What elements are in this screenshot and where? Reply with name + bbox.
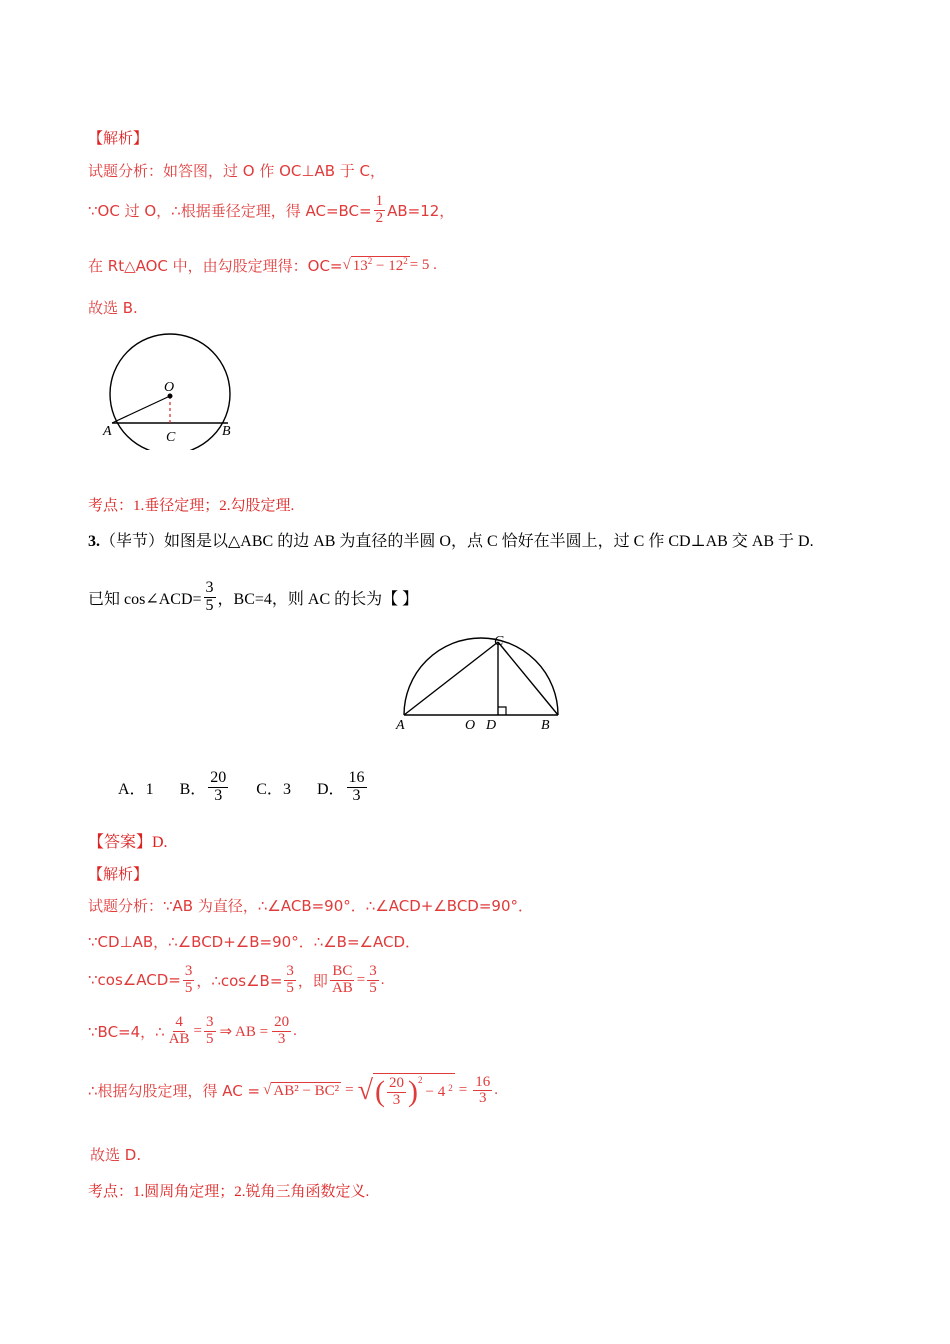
fraction	[473, 1075, 492, 1108]
text: ，∴cos∠B=	[196, 971, 283, 990]
analysis-line: ∴根据勾股定理，得 AC = √ AB² − BC² = √ ( $\frac{20}{3}$ ) $^2$ − 4 $^2$ = $\frac{16}{3}$ .	[88, 1073, 498, 1109]
text: − 4	[425, 1084, 446, 1100]
label-d: D	[486, 718, 497, 733]
option-label: D．	[316, 780, 345, 798]
segment-oa	[112, 396, 170, 423]
option-b[interactable]	[180, 770, 231, 805]
option-value: 3	[282, 780, 291, 798]
numerator: BC	[332, 963, 353, 979]
analysis-line: ∵CD⊥AB，∴∠BCD+∠B=90°．∴∠B=∠ACD．	[88, 933, 421, 951]
exponent: 2	[403, 256, 408, 267]
denominator: 3	[392, 1091, 401, 1108]
fraction	[330, 964, 355, 997]
question-stem	[88, 580, 418, 615]
numerator: 20	[389, 1075, 405, 1091]
number: 13	[352, 258, 368, 275]
answer-options	[118, 770, 369, 805]
fraction	[387, 1076, 406, 1109]
label-a: A	[103, 424, 112, 439]
analysis-line: 在 Rt△AOC 中，由勾股定理得：OC= √ $13^2 - 12^2$ = 5 .	[88, 256, 437, 275]
denominator: 5	[369, 979, 377, 996]
option-label: B．	[179, 780, 207, 798]
option-a[interactable]	[118, 776, 154, 799]
label-a: A	[396, 718, 405, 733]
operator: −	[372, 258, 389, 275]
sqrt-expression: ( $\frac{20}{3}$ ) $^2$ − 4 $^2$	[375, 1075, 453, 1109]
denominator: 3	[478, 1090, 487, 1107]
exponent: 2	[367, 256, 373, 267]
operator: =	[458, 1082, 468, 1099]
analysis-tag: 【解析】	[88, 867, 149, 883]
sqrt-expression	[351, 256, 410, 275]
analysis-line: ∵BC=4，∴ $\frac{4}{AB}$ = $\frac{3}{5}$ ⇒ AB = $\frac{20}{3}$ .	[88, 1014, 297, 1047]
label-o: O	[164, 380, 175, 395]
label-c: C	[166, 430, 176, 445]
denominator: AB	[331, 979, 353, 996]
fraction	[204, 580, 216, 615]
numerator: 20	[274, 1014, 290, 1030]
denominator: 3	[214, 786, 223, 804]
operator: =	[193, 1022, 203, 1039]
fraction	[167, 1015, 192, 1048]
text: ，BC=4，则 AC 的长为【 】	[217, 590, 419, 608]
option-d[interactable]	[317, 770, 369, 805]
semicircle	[404, 638, 558, 715]
denominator: AB	[168, 1030, 190, 1047]
numerator: 16	[348, 769, 365, 786]
denominator: 5	[286, 979, 294, 996]
label-b: B	[222, 424, 231, 439]
numerator: 4	[175, 1014, 183, 1030]
kaodian: 考点：1.圆周角定理；2.锐角三角函数定义.	[88, 1184, 370, 1200]
text: （毕节）如图是以△ABC 的边 AB 为直径的半圆 O，点 C 恰好在半圆上，过 C 作 CD⊥AB 交 AB 于 D.	[100, 533, 814, 550]
fraction	[374, 194, 386, 227]
option-value: 1	[145, 780, 154, 798]
question-stem	[88, 528, 814, 551]
label-b: B	[541, 718, 550, 733]
numerator: 3	[205, 579, 214, 596]
numerator: 3	[286, 963, 294, 979]
sqrt-expression: AB² − BC²	[273, 1083, 340, 1099]
kaodian: 考点：1.垂径定理；2.勾股定理.	[88, 498, 295, 514]
fraction	[284, 964, 296, 997]
analysis-line: 试题分析：如答图，过 O 作 OC⊥AB 于 C，	[88, 162, 386, 180]
denominator: 5	[206, 1030, 214, 1047]
numerator: 1	[375, 193, 384, 209]
text: ∴根据勾股定理，得 AC =	[88, 1082, 261, 1101]
analysis-line	[88, 194, 454, 227]
numerator: 3	[369, 963, 377, 979]
text: 在 Rt△AOC 中，由勾股定理得：OC=	[88, 257, 343, 275]
circle-figure	[95, 330, 245, 450]
fraction	[208, 770, 228, 805]
label-o: O	[465, 718, 476, 733]
choose-line: 故选 D.	[90, 1146, 142, 1164]
option-label: A．	[118, 780, 146, 798]
analysis-line: ∵cos∠ACD= $\frac{3}{5}$ ，∴cos∠B= $\frac{3}{5}$ ，即 $\frac{BC}{AB}$ = $\frac{3}{5}$ .	[88, 963, 385, 996]
option-label: C．	[256, 780, 283, 798]
semicircle-figure	[388, 630, 568, 735]
choose-line: 故选 B.	[88, 299, 138, 317]
denominator: 5	[205, 596, 214, 614]
option-c[interactable]	[256, 776, 291, 799]
segment-ac	[404, 642, 498, 715]
number: 12	[388, 258, 404, 275]
fraction	[347, 770, 367, 805]
numerator: 3	[206, 1014, 214, 1030]
text: = 5 .	[409, 257, 437, 273]
denominator: 3	[352, 786, 361, 804]
text: AB=12，	[387, 201, 455, 220]
right-angle-mark	[498, 707, 506, 715]
text: ∵BC=4，∴	[88, 1022, 165, 1041]
operator: =	[345, 1082, 354, 1099]
analysis-tag: 【解析】	[88, 131, 149, 147]
numerator: 3	[184, 963, 193, 979]
denominator: 2	[375, 209, 384, 226]
fraction	[204, 1015, 216, 1048]
answer-line: 【答案】D.	[88, 834, 168, 851]
numerator: 20	[210, 769, 227, 786]
denominator: 3	[277, 1030, 286, 1047]
label-c: C	[494, 634, 504, 649]
analysis-line: 试题分析：∵AB 为直径，∴∠ACB=90°．∴∠ACD+∠BCD=90°．	[88, 897, 534, 915]
question-number: 3.	[88, 533, 100, 550]
numerator: 16	[475, 1073, 491, 1090]
fraction	[367, 964, 379, 997]
text: ，即	[297, 971, 328, 990]
fraction	[183, 964, 195, 997]
text: 已知 cos∠ACD=	[88, 590, 202, 608]
text: ∵OC 过 O，∴根据垂径定理，得 AC=BC=	[88, 201, 372, 220]
fraction	[272, 1015, 291, 1048]
operator: =	[356, 971, 366, 988]
denominator: 5	[184, 979, 193, 996]
text: ⇒ AB =	[219, 1023, 269, 1040]
text: ∵cos∠ACD=	[88, 971, 181, 990]
